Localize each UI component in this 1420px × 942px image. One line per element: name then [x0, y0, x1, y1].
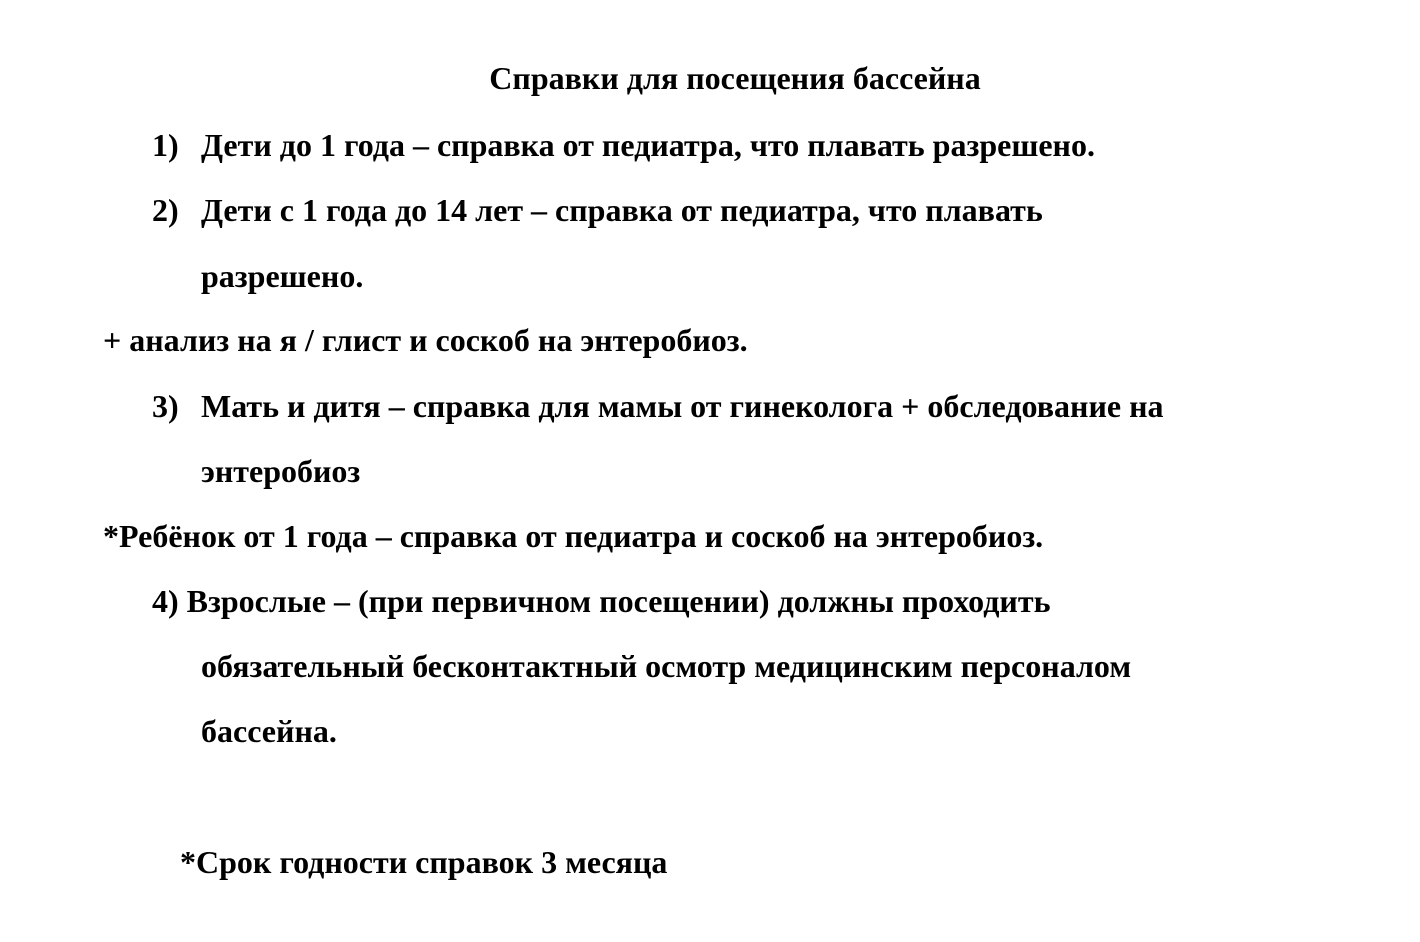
document-title: Справки для посещения бассейна	[489, 60, 981, 96]
list-item-3-text-line1: Мать и дитя – справка для мамы от гинеколога + обследование на	[201, 388, 1164, 424]
list-item-2-text-line1: Дети с 1 года до 14 лет – справка от педиатра, что плавать	[201, 192, 1043, 228]
list-item-4-line3: бассейна.	[201, 713, 337, 749]
list-item-2-text-line2: разрешено.	[201, 258, 364, 294]
analysis-note: + анализ на я / глист и соскоб на энтеробиоз.	[103, 322, 748, 358]
validity-note: *Срок годности справок 3 месяца	[180, 844, 668, 880]
list-number-2: 2)	[152, 192, 179, 228]
list-number-1: 1)	[152, 127, 179, 163]
list-item-4-line2: обязательный бесконтактный осмотр медицинским персоналом	[201, 648, 1132, 684]
list-item-4-line1: 4) Взрослые – (при первичном посещении) должны проходить	[152, 583, 1051, 619]
list-item-3-text-line2: энтеробиоз	[201, 453, 361, 489]
list-number-3: 3)	[152, 388, 179, 424]
child-note: *Ребёнок от 1 года – справка от педиатра и соскоб на энтеробиоз.	[103, 518, 1044, 554]
list-item-1-text: Дети до 1 года – справка от педиатра, что плавать разрешено.	[201, 127, 1095, 163]
